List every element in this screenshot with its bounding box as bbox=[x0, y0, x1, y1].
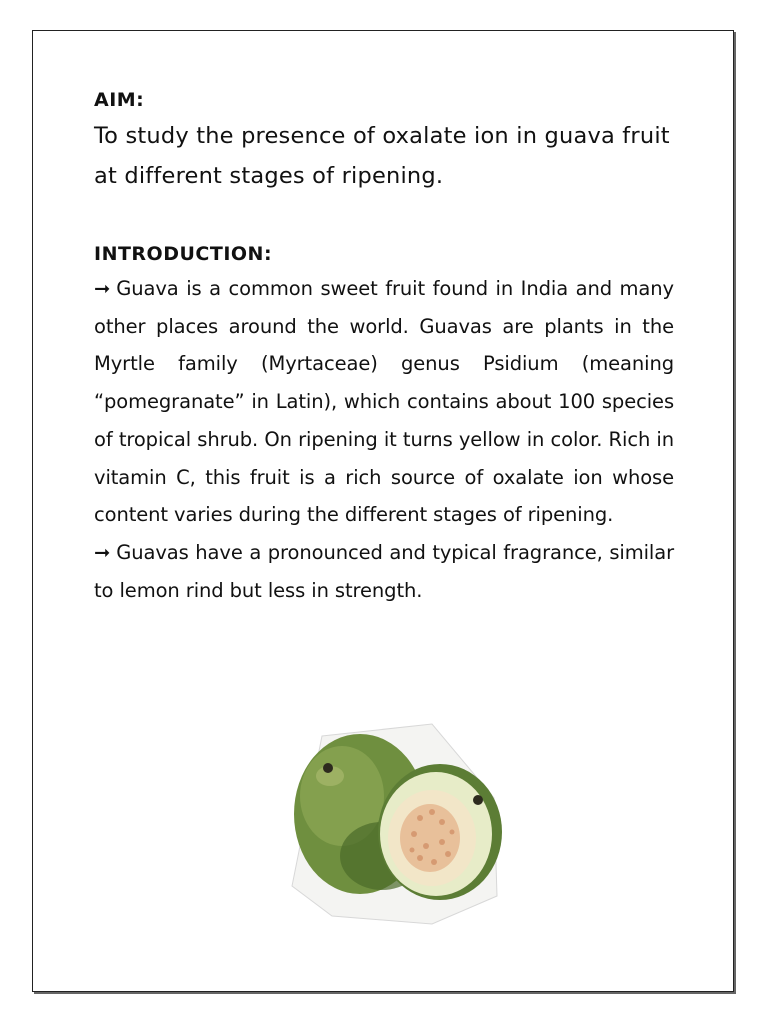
right-arrow-icon: ➞ bbox=[94, 277, 111, 300]
intro-paragraph-1 bbox=[94, 270, 674, 534]
document-content bbox=[94, 84, 674, 609]
cut-guava-half bbox=[378, 764, 502, 900]
intro-paragraph-1-text: Guava is a common sweet fruit found in India and many other places around the world. Guavas are plants in the Myrtle family (Myrtaceae) genus Psidium (meaning “pomegranate” in Latin), which contains about 100 species of tropical shrub. On ripening it turns yellow in color. Rich in vitamin C, this fruit is a rich source of oxalate ion whose content varies during the different stages of ripening. bbox=[94, 277, 674, 527]
aim-heading: AIM: bbox=[94, 89, 145, 111]
intro-paragraph-2 bbox=[94, 534, 674, 609]
introduction-heading: INTRODUCTION: bbox=[94, 243, 273, 265]
intro-paragraph-2-text: Guavas have a pronounced and typical fragrance, similar to lemon rind but less in strength. bbox=[94, 540, 674, 602]
aim-text: To study the presence of oxalate ion in guava fruit at different stages of ripening. bbox=[94, 123, 670, 189]
guava-fruit-illustration bbox=[282, 706, 510, 932]
guava-image bbox=[282, 706, 510, 932]
right-arrow-icon: ➞ bbox=[94, 540, 111, 564]
